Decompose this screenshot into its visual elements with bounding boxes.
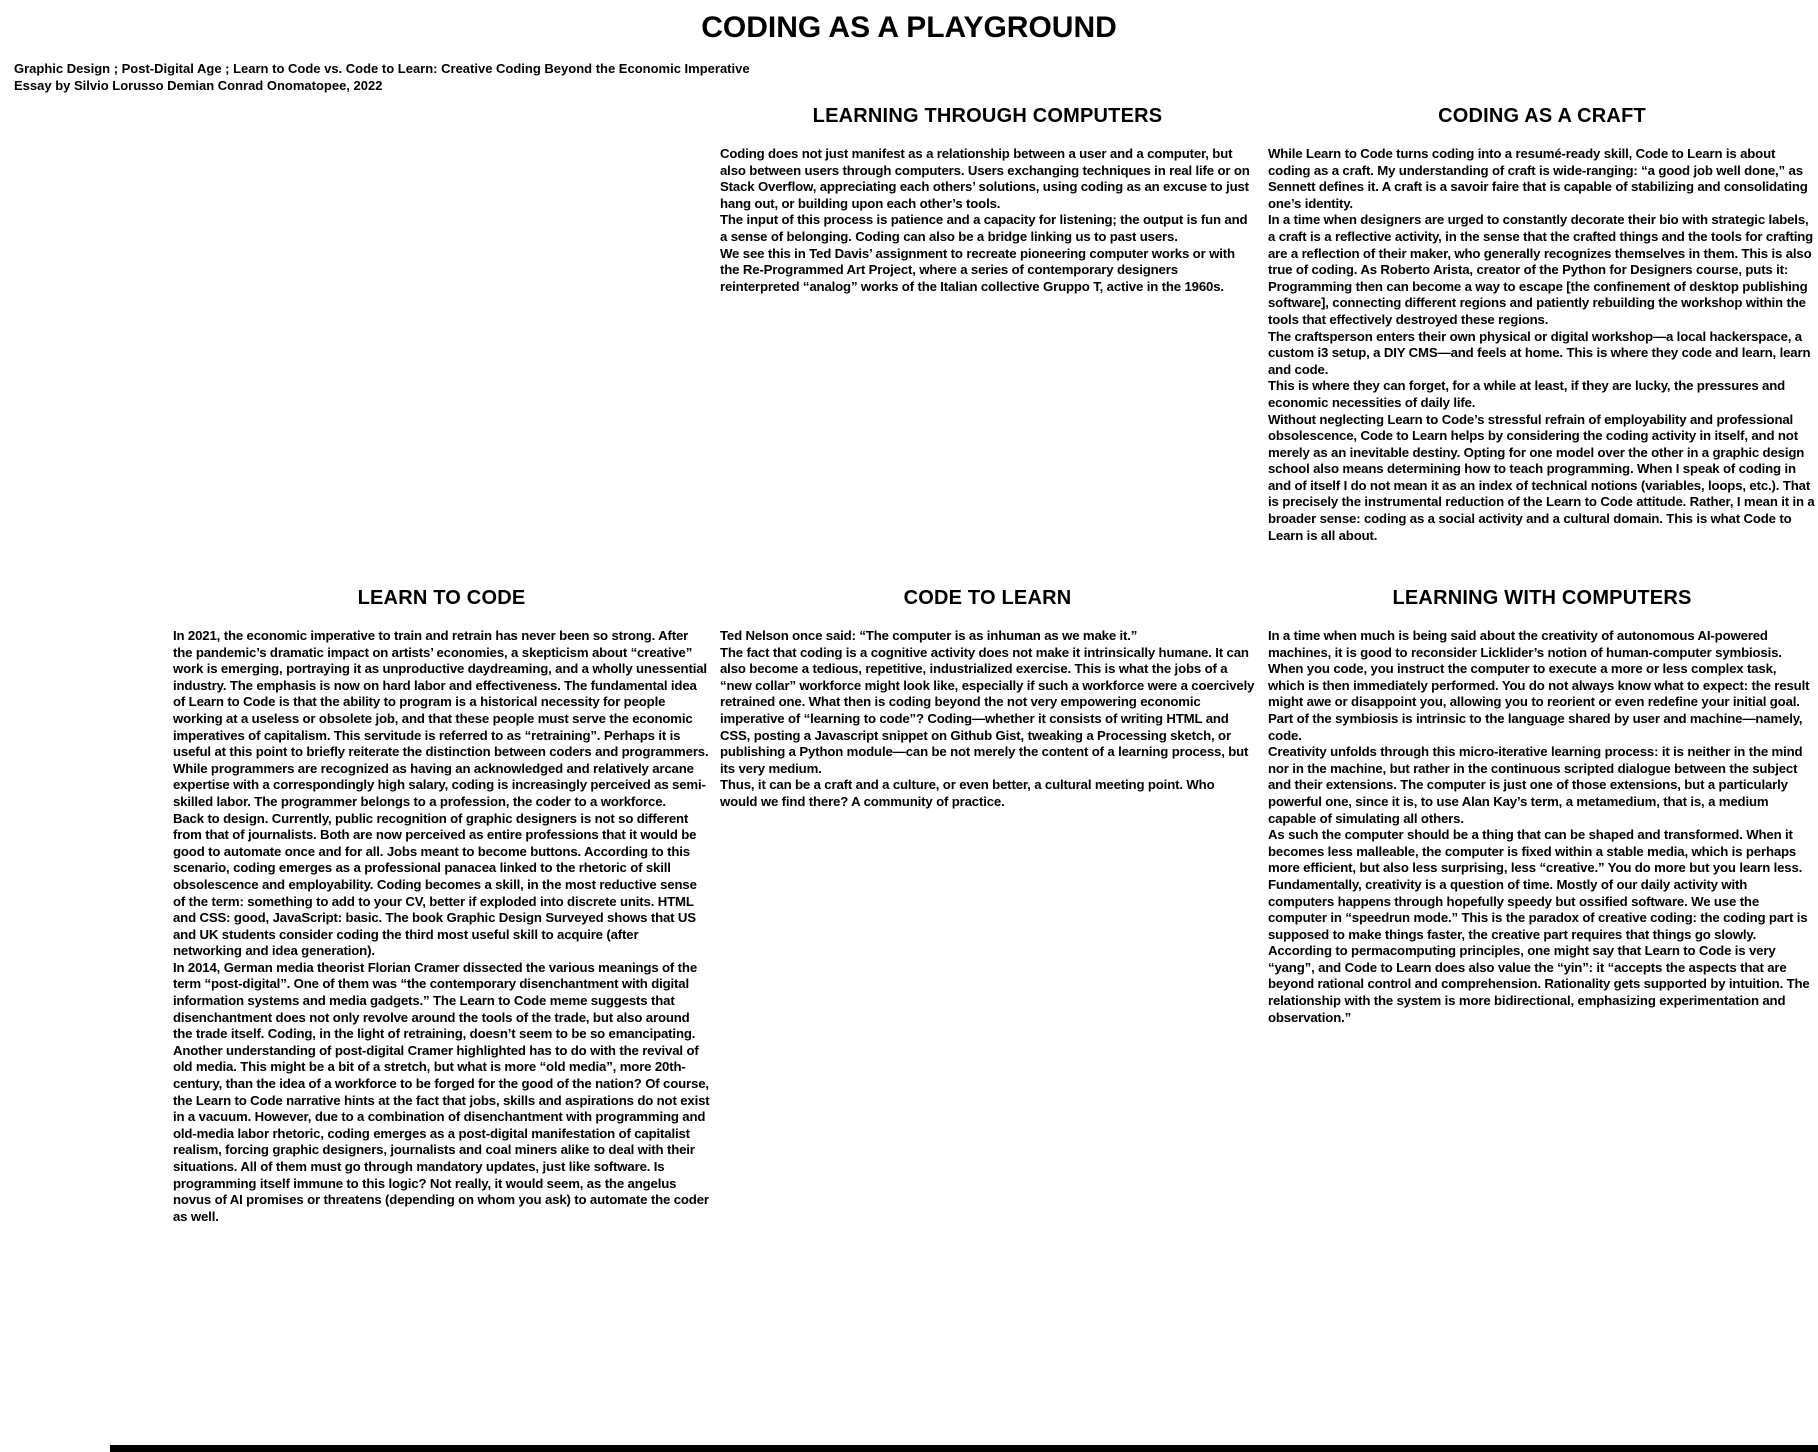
paragraph: Creativity unfolds through this micro-iterative learning process: it is neither in the mind nor in the machine, but rather in the continuous scripted dialogue between the subject and their extensions. The computer is just one of those extensions, but a particularly powerful one, since it is, to use Alan Kay’s term, a metamedium, that is, a medium capable of simulating all others. xyxy=(1268,744,1803,826)
paragraph: As such the computer should be a thing that can be shaped and transformed. When it becomes less malleable, the computer is fixed within a stable media, which is perhaps more efficient, but also less surprising, less “creative.” You do more but you learn less. Fundamentally, creativity is a question of time. Mostly of our daily activity with computers happens through hopefully speedy but ossified software. We use the computer in “speedrun mode.” This is the paradox of creative coding: the coding part is supposed to make things faster, the creative part requires that things go slowly. According to permacomputing principles, one might say that Learn to Code is very “yang”, and Code to Learn does also value the “yin”: it “accepts the aspects that are beyond rational control and comprehension. Rationality gets supported by intuition. The relationship with the system is more bidirectional, emphasizing experimentation and observation.” xyxy=(1268,827,1810,1025)
essay-meta xyxy=(14,60,750,94)
paragraph: We see this in Ted Davis’ assignment to recreate pioneering computer works or with the Re-Programmed Art Project, where a series of contemporary designers reinterpreted “analog” works of the Italian collective Gruppo T, active in the 1960s. xyxy=(720,245,1235,294)
section-title-learn-to-code: LEARN TO CODE xyxy=(357,587,526,609)
section-title-learning-with-computers: LEARNING WITH COMPUTERS xyxy=(1392,587,1692,609)
page-title: CODING AS A PLAYGROUND xyxy=(701,11,1117,44)
paragraph: Coding does not just manifest as a relationship between a user and a computer, but also between users through computers. Users exchanging techniques in real life or on Stack Overflow, appreciating each others’ solutions, using coding as an excuse to just hang out, or building upon each other’s tools. xyxy=(720,146,1250,211)
essay-meta-line2: Essay by Silvio Lorusso Demian Conrad Onomatopee, 2022 xyxy=(14,78,383,93)
section-learn-to-code xyxy=(173,586,710,1225)
section-title-code-to-learn: CODE TO LEARN xyxy=(903,587,1072,609)
section-title-learning-through-computers: LEARNING THROUGH COMPUTERS xyxy=(812,105,1163,127)
paragraph: The fact that coding is a cognitive activity does not make it intrinsically humane. It can also become a tedious, repetitive, industrialized exercise. This is what the jobs of a “new collar” workforce might look like, especially if such a workforce were a coercively retrained one. What then is coding beyond the not very empowering economic imperative of “learning to code”? Coding—whether it consists of writing HTML and CSS, posting a Javascript snippet on Github Gist, tweaking a Processing sketch, or publishing a Python module—can be not merely the content of a learning process, but its very medium. xyxy=(720,644,1255,776)
paragraph: The craftsperson enters their own physical or digital workshop—a local hackerspace, a custom i3 setup, a DIY CMS—and feels at home. This is where they code and learn, learn and code. xyxy=(1268,328,1811,377)
section-title-coding-as-a-craft: CODING AS A CRAFT xyxy=(1438,105,1646,127)
essay-meta-line1: Graphic Design ; Post-Digital Age ; Learn to Code vs. Code to Learn: Creative Coding Beyond the Economic Imperative xyxy=(14,61,750,76)
paragraph: In a time when designers are urged to constantly decorate their bio with strategic labels, a craft is a reflective activity, in the sense that the crafted things and the tools for crafting are a reflection of their maker, who generally recognizes themselves in them. This is also true of coding. As Roberto Arista, creator of the Python for Designers course, puts it: Programming then can become a way to escape [the confinement of desktop publishing software], connecting different regions and patiently rebuilding the workshop within the tools that effectively destroyed these regions. xyxy=(1268,212,1814,327)
bottom-edge-bar xyxy=(110,1445,1818,1452)
paragraph: Back to design. Currently, public recognition of graphic designers is not so different from that of journalists. Both are now perceived as entire professions that it would be good to automate once and for all. Jobs meant to become buttons. According to this scenario, coding emerges as a professional panacea linked to the rhetoric of skill obsolescence and employability. Coding becomes a skill, in the most reductive sense of the term: something to add to your CV, better if exploded into discrete units. HTML and CSS: good, JavaScript: basic. The book Graphic Design Surveyed shows that US and UK students consider coding the third most useful skill to acquire (after networking and idea generation). xyxy=(173,810,697,959)
paragraph: In a time when much is being said about the creativity of autonomous AI-powered machines, it is good to reconsider Licklider’s notion of human-computer symbiosis. When you code, you instruct the computer to execute a more or less complex task, which is then immediately performed. You do not always know what to expect: the result might awe or disappoint you, allowing you to reorient or even redefine your initial goal. Part of the symbiosis is intrinsic to the language shared by user and machine—namely, code. xyxy=(1268,628,1810,743)
section-code-to-learn xyxy=(720,586,1255,811)
section-learning-through-computers xyxy=(720,104,1255,295)
paragraph: This is where they can forget, for a while at least, if they are lucky, the pressures and economic necessities of daily life. xyxy=(1268,378,1786,410)
paragraph: While Learn to Code turns coding into a resumé-ready skill, Code to Learn is about coding as a craft. My understanding of craft is wide-ranging: “a good job well done,” as Sennett defines it. A craft is a savoir faire that is capable of stabilizing and consolidating one’s identity. xyxy=(1268,146,1808,211)
paragraph: Without neglecting Learn to Code’s stressful refrain of employability and professional obsolescence, Code to Learn helps by considering the coding activity in itself, and not merely as an inevitable destiny. Opting for one model over the other in a graphic design school also means determining how to teach programming. When I speak of coding in and of itself I do not mean it as an index of technical notions (variables, loops, etc.). That is precisely the instrumental reduction of the Learn to Code attitude. Rather, I mean it in a broader sense: coding as a social activity and a cultural domain. This is what Code to Learn is all about. xyxy=(1268,411,1815,543)
paragraph: Another understanding of post-digital Cramer highlighted has to do with the revival of old media. This might be a bit of a stretch, but what is more “old media”, more 20th-century, than the idea of a workforce to be forged for the good of the nation? Of course, the Learn to Code narrative hints at the fact that jobs, skills and aspirations do not exist in a vacuum. However, due to a combination of disenchantment with programming and old-media labor rhetoric, coding emerges as a post-digital manifestation of capitalist realism, forcing graphic designers, journalists and coal miners alike to deal with their situations. All of them must go through mandatory updates, just like software. Is programming itself immune to this logic? Not really, it would seem, as the angelus novus of AI promises or threatens (depending on whom you ask) to automate the coder as well. xyxy=(173,1042,710,1224)
section-learning-with-computers xyxy=(1268,586,1816,1026)
paragraph: The input of this process is patience and a capacity for listening; the output is fun and a sense of belonging. Coding can also be a bridge linking us to past users. xyxy=(720,212,1248,244)
paragraph: Ted Nelson once said: “The computer is as inhuman as we make it.” xyxy=(720,628,1138,643)
paragraph: In 2021, the economic imperative to train and retrain has never been so strong. After the pandemic’s dramatic impact on artists’ economies, a skepticism about “creative” work is emerging, portraying it as unproductive daydreaming, and a wholly unessential industry. The emphasis is now on hard labor and effectiveness. The fundamental idea of Learn to Code is that the ability to program is a historical necessity for people working at a useless or obsolete job, and that these people must serve the economic imperatives of capitalism. This servitude is referred to as “retraining”. Perhaps it is useful at this point to briefly reiterate the distinction between coders and programmers. While programmers are recognized as having an acknowledged and relatively arcane expertise with a correspondingly high salary, coding is increasingly perceived as semi-skilled labor. The programmer belongs to a profession, the coder to a workforce. xyxy=(173,628,709,809)
paragraph: Thus, it can be a craft and a culture, or even better, a cultural meeting point. Who would we find there? A community of practice. xyxy=(720,777,1215,809)
paragraph: In 2014, German media theorist Florian Cramer dissected the various meanings of the term “post-digital”. One of them was “the contemporary disenchantment with digital information systems and media gadgets.” The Learn to Code meme suggests that disenchantment does not only revolve around the tools of the trade, but also around the trade itself. Coding, in the light of retraining, doesn’t seem to be so emancipating. xyxy=(173,959,698,1042)
section-coding-as-a-craft xyxy=(1268,104,1816,544)
